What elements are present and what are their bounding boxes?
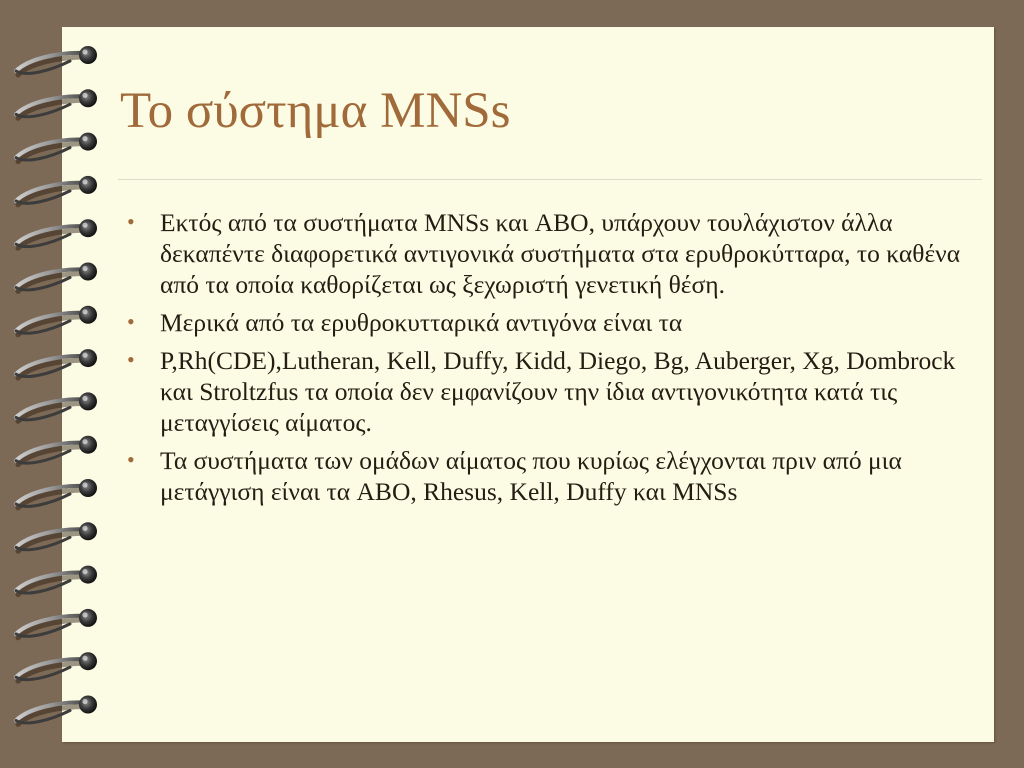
bullet-item	[118, 445, 968, 507]
binding-ring-icon	[16, 176, 97, 205]
bullet-item	[118, 207, 968, 300]
bullet-text: Εκτός από τα συστήματα MNSs και ABO, υπάρχουν τουλάχιστον άλλα δεκαπέντε διαφορετικά αντιγονικά συστήματα στα ερυθροκύτταρα, το καθένα από τα οποία καθορίζεται ως ξεχωριστή γενετική θέση.	[160, 208, 961, 299]
binding-ring-icon	[16, 436, 97, 465]
bullet-dot-icon: •	[127, 347, 135, 372]
bullet-dot-icon: •	[127, 309, 135, 334]
binding-ring-icon	[16, 46, 97, 75]
binding-ring-icon	[16, 479, 97, 508]
bullet-dot-icon: •	[127, 209, 135, 234]
binding-ring-icon	[16, 392, 97, 421]
binding-ring-icon	[16, 306, 97, 335]
binding-ring-icon	[16, 133, 97, 162]
bullet-item	[118, 345, 968, 438]
binding-ring-icon	[16, 566, 97, 595]
binding-ring-icon	[16, 609, 97, 638]
bullet-text: Τα συστήματα των ομάδων αίματος που κυρίως ελέγχονται πριν από μια μετάγγιση είναι τα ABO, Rhesus, Kell, Duffy και MNSs	[160, 446, 902, 506]
binding-ring-icon	[16, 89, 97, 118]
binding-ring-icon	[16, 696, 97, 725]
bullet-text: Μερικά από τα ερυθροκυτταρικά αντιγόνα είναι τα	[160, 308, 683, 337]
binding-ring-icon	[16, 263, 97, 292]
binding-ring-icon	[16, 219, 97, 248]
title-divider	[118, 179, 982, 180]
bullet-list	[118, 207, 968, 514]
slide-title: Το σύστημα MNSs	[120, 83, 511, 139]
bullet-text: P,Rh(CDE),Lutheran, Kell, Duffy, Kidd, Diego, Bg, Auberger, Xg, Dombrock και Stroltzfus τα οποία δεν εμφανίζουν την ίδια αντιγονικότητα κατά τις μεταγγίσεις αίματος.	[160, 346, 956, 437]
binding-ring-icon	[16, 349, 97, 378]
binding-ring-icon	[16, 652, 97, 681]
binding-ring-icon	[16, 522, 97, 551]
bullet-dot-icon: •	[127, 447, 135, 472]
bullet-item	[118, 307, 968, 338]
spiral-binding	[0, 0, 110, 768]
